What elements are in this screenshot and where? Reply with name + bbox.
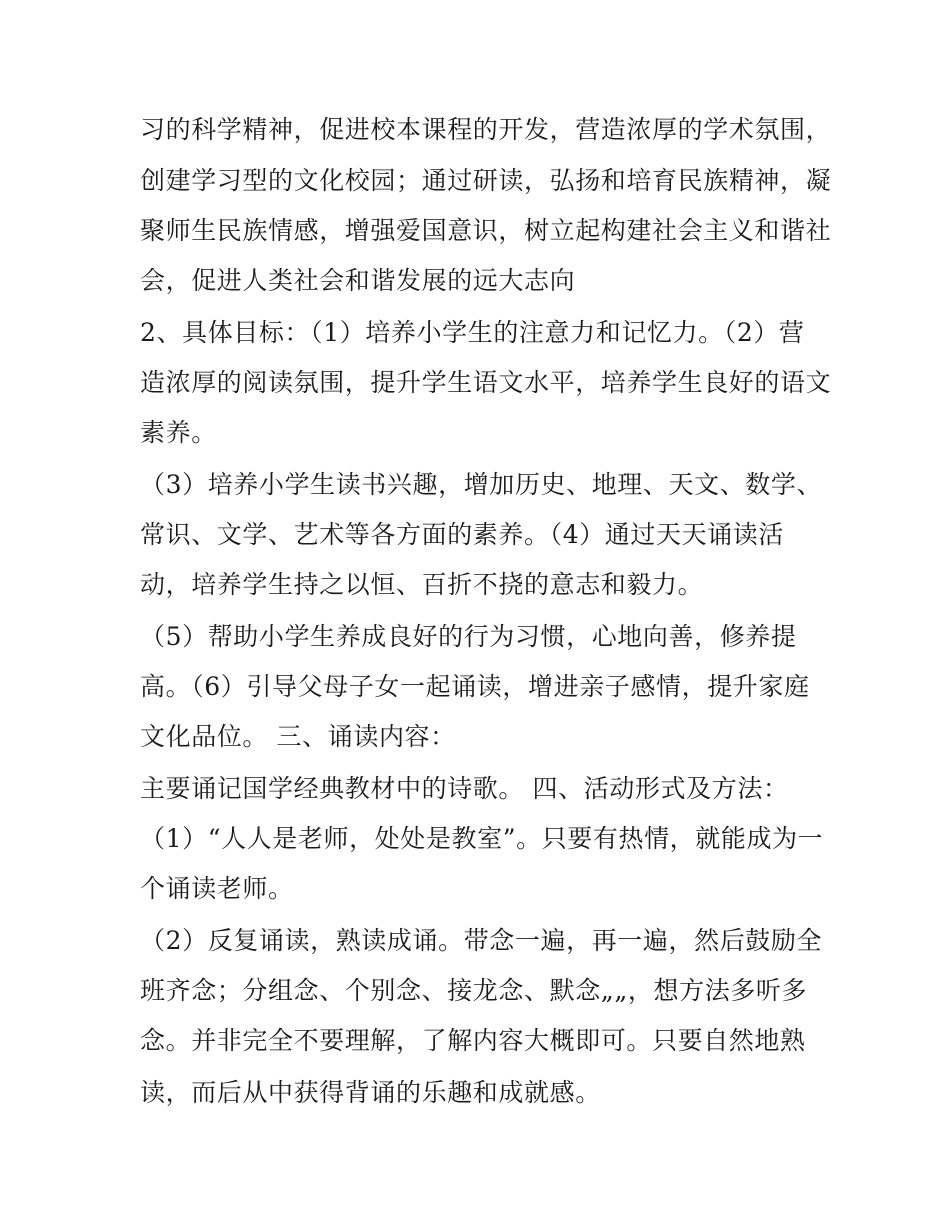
paragraph-line: （2）反复诵读，熟读成诵。带念一遍，再一遍，然后鼓励全	[140, 926, 823, 955]
paragraph-line: 主要诵记国学经典教材中的诗歌。 四、活动形式及方法：	[140, 774, 789, 803]
paragraph-line: 习的科学精神，促进校本课程的开发，营造浓厚的学术氛围，	[140, 115, 832, 144]
paragraph-line: （1）“人人是老师，处处是教室”。只要有热情，就能成为一	[140, 824, 824, 853]
paragraph-line: 聚师生民族情感，增强爱国意识，树立起构建社会主义和谐社	[140, 216, 832, 245]
paragraph-line: 造浓厚的阅读氛围，提升学生语文水平，培养学生良好的语文	[140, 368, 832, 397]
paragraph-line: （5）帮助小学生养成良好的行为习惯，心地向善，修养提	[140, 622, 797, 651]
paragraph-line: 个诵读老师。	[140, 874, 294, 903]
paragraph-line: 读，而后从中获得背诵的乐趣和成就感。	[140, 1078, 601, 1107]
paragraph-line: 文化品位。 三、诵读内容：	[140, 722, 456, 751]
paragraph-line: 念。并非完全不要理解，了解内容大概即可。只要自然地熟	[140, 1026, 806, 1055]
paragraph-line: 常识、文学、艺术等各方面的素养。（4）通过天天诵读活	[140, 520, 785, 549]
paragraph-line: 班齐念；分组念、个别念、接龙念、默念„„，想方法多听多	[140, 976, 808, 1005]
paragraph-line: 创建学习型的文化校园；通过研读，弘扬和培育民族精神，凝	[140, 166, 832, 195]
paragraph-line: （3）培养小学生读书兴趣，增加历史、地理、天文、数学、	[140, 470, 823, 499]
paragraph-line: 素养。	[140, 418, 217, 447]
paragraph-line: 会，促进人类社会和谐发展的远大志向	[140, 266, 576, 295]
paragraph-line: 2、具体目标：（1）培养小学生的注意力和记忆力。（2）营	[140, 318, 805, 347]
paragraph-line: 动，培养学生持之以恒、百折不挠的意志和毅力。	[140, 570, 704, 599]
paragraph-line: 高。（6）引导父母子女一起诵读，增进亲子感情，提升家庭	[140, 672, 810, 701]
